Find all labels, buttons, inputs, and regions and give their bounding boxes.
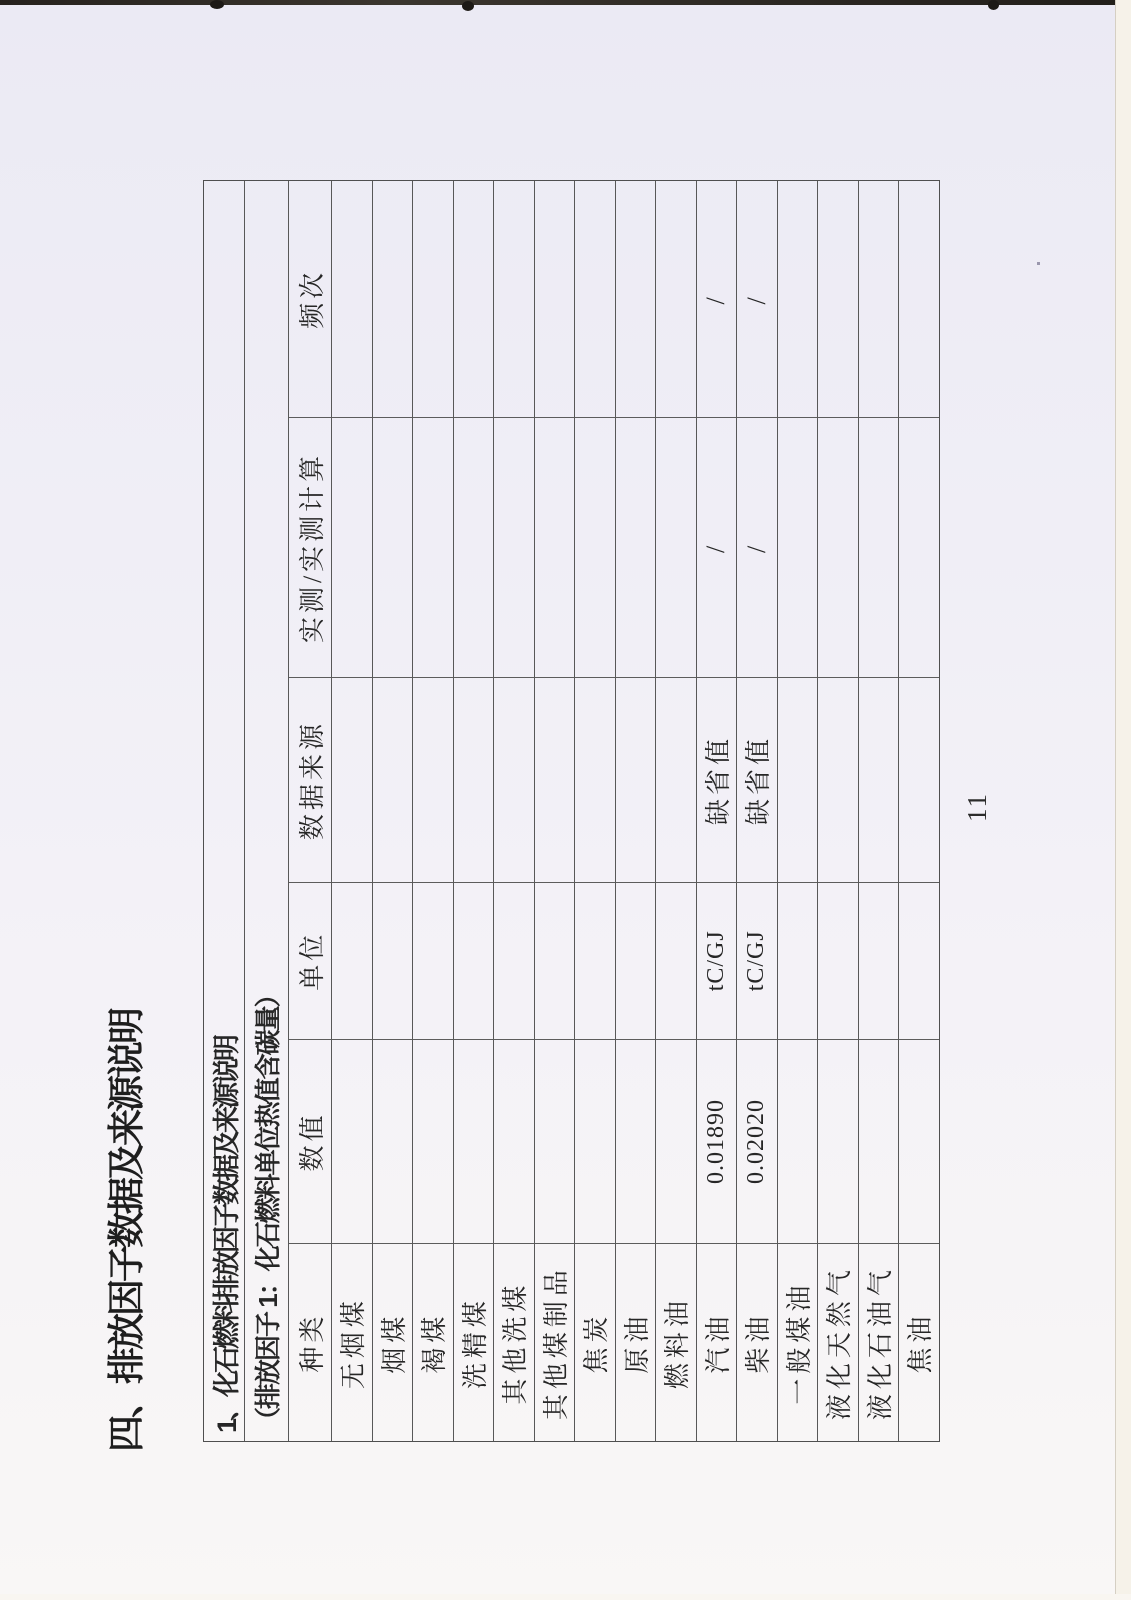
cell-fuel-type: 其他洗煤 bbox=[501, 1280, 531, 1405]
cell-measured bbox=[859, 418, 899, 679]
cell-fuel-type: 燃料油 bbox=[663, 1296, 693, 1390]
cell-frequency bbox=[535, 181, 575, 418]
scan-margin-bottom bbox=[0, 1594, 1131, 1600]
cell-data-source bbox=[656, 678, 696, 883]
table-subtitle-row bbox=[244, 181, 288, 1441]
column-header: 单位 bbox=[289, 883, 331, 1040]
cell-frequency bbox=[859, 181, 899, 418]
table-title: 1、化石燃料排放因子数据及来源说明 bbox=[211, 1036, 242, 1433]
cell-value bbox=[373, 1040, 413, 1245]
cell-frequency bbox=[494, 181, 534, 418]
cell-unit bbox=[413, 883, 453, 1040]
table-row bbox=[372, 181, 413, 1441]
cell-measured bbox=[778, 418, 818, 679]
scan-artifact-blob bbox=[462, 1, 474, 11]
table-row bbox=[858, 181, 899, 1441]
cell-unit bbox=[859, 883, 899, 1040]
cell-data-source bbox=[413, 678, 453, 883]
cell-data-source bbox=[494, 678, 534, 883]
cell-measured bbox=[656, 418, 696, 679]
table-row bbox=[493, 181, 534, 1441]
column-header: 数值 bbox=[289, 1040, 331, 1245]
table-row bbox=[736, 181, 777, 1441]
column-header: 频次 bbox=[289, 181, 331, 418]
cell-unit: tC/GJ bbox=[697, 883, 737, 1040]
cell-unit bbox=[818, 883, 858, 1040]
cell-measured bbox=[535, 418, 575, 679]
cell-unit bbox=[535, 883, 575, 1040]
cell-measured bbox=[494, 418, 534, 679]
cell-fuel-type: 液化天然气 bbox=[825, 1265, 855, 1421]
cell-frequency: / bbox=[737, 181, 777, 418]
cell-value bbox=[778, 1040, 818, 1245]
cell-value bbox=[899, 1040, 939, 1245]
cell-unit bbox=[778, 883, 818, 1040]
cell-unit bbox=[332, 883, 372, 1040]
cell-value bbox=[413, 1040, 453, 1245]
cell-frequency: / bbox=[697, 181, 737, 418]
scan-artifact-blob bbox=[988, 0, 999, 10]
cell-data-source: 缺省值 bbox=[737, 678, 777, 883]
cell-frequency bbox=[575, 181, 615, 418]
table-row bbox=[331, 181, 372, 1441]
table-row bbox=[453, 181, 494, 1441]
cell-frequency bbox=[778, 181, 818, 418]
cell-frequency bbox=[332, 181, 372, 418]
cell-value: 0.02020 bbox=[737, 1040, 777, 1245]
cell-frequency bbox=[373, 181, 413, 418]
cell-fuel-type: 焦炭 bbox=[582, 1311, 612, 1374]
cell-fuel-type: 汽油 bbox=[703, 1311, 733, 1374]
cell-fuel-type: 柴油 bbox=[744, 1311, 774, 1374]
cell-value bbox=[859, 1040, 899, 1245]
cell-unit bbox=[616, 883, 656, 1040]
cell-frequency bbox=[413, 181, 453, 418]
cell-data-source bbox=[535, 678, 575, 883]
cell-data-source bbox=[616, 678, 656, 883]
cell-unit: tC/GJ bbox=[737, 883, 777, 1040]
cell-fuel-type: 一般煤油 bbox=[784, 1280, 814, 1405]
cell-unit bbox=[454, 883, 494, 1040]
cell-fuel-type: 原油 bbox=[622, 1311, 652, 1374]
scan-artifact-blob bbox=[210, 0, 224, 9]
cell-measured bbox=[413, 418, 453, 679]
table-row bbox=[615, 181, 656, 1441]
table-row bbox=[574, 181, 615, 1441]
cell-unit bbox=[899, 883, 939, 1040]
cell-value bbox=[332, 1040, 372, 1245]
cell-fuel-type: 无烟煤 bbox=[339, 1296, 369, 1390]
cell-measured bbox=[332, 418, 372, 679]
cell-fuel-type: 焦油 bbox=[906, 1311, 936, 1374]
table-row bbox=[777, 181, 818, 1441]
cell-fuel-type: 褐煤 bbox=[420, 1311, 450, 1374]
cell-unit bbox=[373, 883, 413, 1040]
cell-data-source bbox=[575, 678, 615, 883]
emission-factor-table bbox=[203, 180, 940, 1442]
cell-measured: / bbox=[697, 418, 737, 679]
table-subtitle: （排放因子 1：化石燃料单位热值含碳量） bbox=[253, 983, 283, 1433]
page-number: 11 bbox=[962, 792, 992, 822]
cell-frequency bbox=[616, 181, 656, 418]
table-row bbox=[412, 181, 453, 1441]
cell-fuel-type: 洗精煤 bbox=[460, 1296, 490, 1390]
cell-unit bbox=[656, 883, 696, 1040]
table-header-row bbox=[288, 181, 331, 1441]
cell-fuel-type: 烟煤 bbox=[379, 1311, 409, 1374]
cell-fuel-type: 其他煤制品 bbox=[541, 1265, 571, 1421]
table-row bbox=[898, 181, 939, 1441]
table-row bbox=[655, 181, 696, 1441]
scan-edge-top bbox=[0, 0, 1131, 5]
cell-measured bbox=[899, 418, 939, 679]
cell-data-source bbox=[454, 678, 494, 883]
cell-value bbox=[616, 1040, 656, 1245]
cell-data-source bbox=[332, 678, 372, 883]
cell-data-source bbox=[818, 678, 858, 883]
cell-frequency bbox=[899, 181, 939, 418]
cell-measured bbox=[575, 418, 615, 679]
cell-value bbox=[454, 1040, 494, 1245]
cell-value bbox=[575, 1040, 615, 1245]
cell-data-source bbox=[899, 678, 939, 883]
cell-unit bbox=[575, 883, 615, 1040]
cell-value bbox=[494, 1040, 534, 1245]
column-header: 数据来源 bbox=[289, 678, 331, 883]
cell-measured: / bbox=[737, 418, 777, 679]
cell-frequency bbox=[656, 181, 696, 418]
cell-value: 0.01890 bbox=[697, 1040, 737, 1245]
cell-data-source: 缺省值 bbox=[697, 678, 737, 883]
scan-artifact-speck bbox=[1037, 262, 1040, 265]
cell-value bbox=[656, 1040, 696, 1245]
scan-margin-right bbox=[1115, 0, 1131, 1600]
cell-unit bbox=[494, 883, 534, 1040]
cell-value bbox=[535, 1040, 575, 1245]
cell-measured bbox=[373, 418, 413, 679]
cell-data-source bbox=[373, 678, 413, 883]
cell-measured bbox=[616, 418, 656, 679]
table-body bbox=[331, 181, 939, 1441]
table-row bbox=[817, 181, 858, 1441]
cell-value bbox=[818, 1040, 858, 1245]
cell-data-source bbox=[859, 678, 899, 883]
table-title-row bbox=[204, 181, 244, 1441]
section-heading: 四、排放因子数据及来源说明 bbox=[106, 1010, 147, 1452]
cell-fuel-type: 液化石油气 bbox=[865, 1265, 895, 1421]
column-header: 种类 bbox=[297, 1312, 327, 1373]
cell-data-source bbox=[778, 678, 818, 883]
cell-frequency bbox=[454, 181, 494, 418]
table-row bbox=[696, 181, 737, 1441]
cell-measured bbox=[818, 418, 858, 679]
cell-frequency bbox=[818, 181, 858, 418]
column-header: 实测/实测计算 bbox=[289, 418, 331, 679]
cell-measured bbox=[454, 418, 494, 679]
table-row bbox=[534, 181, 575, 1441]
